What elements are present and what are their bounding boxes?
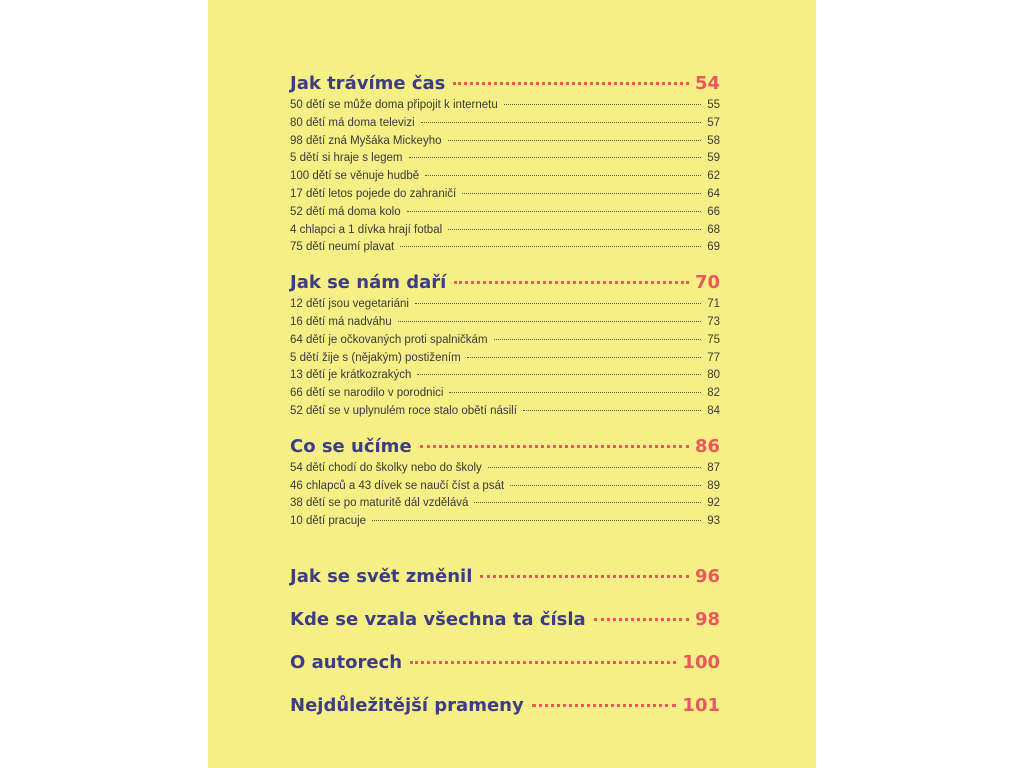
table-of-contents bbox=[290, 70, 720, 719]
dot-leader bbox=[453, 82, 689, 85]
dot-leader bbox=[488, 467, 701, 468]
section-heading[interactable] bbox=[290, 70, 720, 97]
toc-entry[interactable] bbox=[290, 513, 720, 531]
entry-label: 52 dětí má doma kolo bbox=[290, 205, 401, 218]
dot-leader bbox=[417, 374, 701, 375]
chapter-title: Kde se vzala všechna ta čísla bbox=[290, 608, 586, 630]
section-spacer bbox=[290, 547, 720, 563]
entry-page-number: 84 bbox=[707, 404, 720, 417]
dot-leader bbox=[415, 303, 701, 304]
toc-entry[interactable] bbox=[290, 332, 720, 350]
toc-entry[interactable] bbox=[290, 350, 720, 368]
entry-page-number: 55 bbox=[707, 99, 720, 111]
chapter-title: Jak se svět změnil bbox=[290, 565, 473, 587]
entry-label: 4 chlapci a 1 dívka hrají fotbal bbox=[290, 223, 443, 236]
section-spacer bbox=[290, 676, 720, 692]
section-spacer bbox=[290, 257, 720, 269]
entry-label: 12 dětí jsou vegetariáni bbox=[290, 298, 409, 311]
dot-leader bbox=[467, 357, 702, 358]
section-page-number: 86 bbox=[694, 435, 720, 457]
entry-page-number: 92 bbox=[707, 497, 720, 510]
dot-leader bbox=[372, 520, 701, 521]
toc-section-1 bbox=[290, 70, 720, 257]
entry-page-number: 64 bbox=[707, 187, 720, 200]
entry-label: 46 chlapců a 43 dívek se naučí číst a psát bbox=[290, 479, 505, 492]
dot-leader bbox=[400, 246, 701, 247]
entry-label: 54 dětí chodí do školky nebo do školy bbox=[290, 461, 482, 474]
entry-page-number: 69 bbox=[707, 241, 720, 254]
chapter-title: O autorech bbox=[290, 651, 403, 673]
chapter-heading[interactable] bbox=[290, 649, 720, 676]
chapter-page-number: 96 bbox=[694, 565, 720, 587]
toc-section-2 bbox=[290, 269, 720, 421]
chapter-heading[interactable] bbox=[290, 563, 720, 590]
toc-entry[interactable] bbox=[290, 296, 720, 314]
section-heading[interactable] bbox=[290, 433, 720, 460]
entry-label: 13 dětí je krátkozrakých bbox=[290, 369, 412, 382]
toc-entry[interactable] bbox=[290, 478, 720, 496]
entry-page-number: 68 bbox=[707, 223, 720, 236]
entry-label: 17 dětí letos pojede do zahraničí bbox=[290, 187, 457, 200]
entry-label: 66 dětí se narodilo v porodnici bbox=[290, 387, 444, 400]
entry-label: 5 dětí žije s (nějakým) postižením bbox=[290, 351, 461, 364]
entry-page-number: 58 bbox=[707, 134, 720, 147]
dot-leader bbox=[410, 661, 676, 664]
dot-leader bbox=[398, 321, 702, 322]
section-title: Jak se nám daří bbox=[290, 272, 447, 294]
entry-page-number: 89 bbox=[707, 479, 720, 492]
dot-leader bbox=[448, 229, 701, 230]
section-spacer bbox=[290, 590, 720, 606]
chapter-page-number: 101 bbox=[682, 694, 720, 716]
entry-label: 80 dětí má doma televizi bbox=[290, 116, 415, 129]
entry-page-number: 71 bbox=[707, 298, 720, 311]
toc-entry[interactable] bbox=[290, 204, 720, 222]
toc-entry[interactable] bbox=[290, 186, 720, 204]
toc-entry[interactable] bbox=[290, 403, 720, 421]
entry-page-number: 57 bbox=[707, 116, 720, 129]
section-title: Jak trávíme čas bbox=[290, 73, 446, 94]
section-heading[interactable] bbox=[290, 269, 720, 296]
chapter-title: Nejdůležitější prameny bbox=[290, 694, 524, 716]
toc-entry[interactable] bbox=[290, 133, 720, 151]
dot-leader bbox=[480, 575, 689, 578]
entry-page-number: 93 bbox=[707, 515, 720, 528]
dot-leader bbox=[454, 281, 689, 284]
entry-page-number: 77 bbox=[707, 351, 720, 364]
chapter-page-number: 98 bbox=[694, 608, 720, 630]
dot-leader bbox=[494, 339, 702, 340]
chapter-heading[interactable] bbox=[290, 606, 720, 633]
dot-leader bbox=[474, 502, 701, 503]
chapter-page-number: 100 bbox=[682, 651, 720, 673]
entry-label: 38 dětí se po maturitě dál vzdělává bbox=[290, 497, 469, 510]
section-spacer bbox=[290, 531, 720, 547]
toc-entry[interactable] bbox=[290, 314, 720, 332]
toc-entry[interactable] bbox=[290, 150, 720, 168]
entry-page-number: 82 bbox=[707, 387, 720, 400]
toc-entry[interactable] bbox=[290, 168, 720, 186]
chapter-heading[interactable] bbox=[290, 692, 720, 719]
toc-entry[interactable] bbox=[290, 97, 720, 115]
toc-entry[interactable] bbox=[290, 367, 720, 385]
dot-leader bbox=[462, 193, 701, 194]
dot-leader bbox=[449, 392, 701, 393]
entry-page-number: 62 bbox=[707, 170, 720, 183]
section-page-number: 70 bbox=[694, 272, 720, 294]
section-title: Co se učíme bbox=[290, 435, 412, 457]
toc-entry[interactable] bbox=[290, 495, 720, 513]
dot-leader bbox=[594, 618, 689, 621]
dot-leader bbox=[421, 122, 702, 123]
entry-page-number: 59 bbox=[707, 152, 720, 165]
entry-label: 16 dětí má nadváhu bbox=[290, 315, 392, 328]
dot-leader bbox=[504, 104, 701, 105]
toc-entry[interactable] bbox=[290, 115, 720, 133]
toc-entry[interactable] bbox=[290, 460, 720, 478]
book-page bbox=[208, 0, 816, 768]
dot-leader bbox=[407, 211, 702, 212]
dot-leader bbox=[448, 140, 702, 141]
entry-page-number: 73 bbox=[707, 315, 720, 328]
dot-leader bbox=[510, 485, 701, 486]
entry-label: 5 dětí si hraje s legem bbox=[290, 152, 403, 165]
entry-page-number: 87 bbox=[707, 461, 720, 474]
entry-label: 75 dětí neumí plavat bbox=[290, 241, 395, 254]
dot-leader bbox=[425, 175, 701, 176]
entry-label: 10 dětí pracuje bbox=[290, 515, 367, 528]
dot-leader bbox=[532, 704, 677, 707]
entry-label: 100 dětí se věnuje hudbě bbox=[290, 170, 420, 183]
dot-leader bbox=[523, 410, 701, 411]
entry-label: 50 dětí se může doma připojit k internetu bbox=[290, 99, 498, 111]
entry-page-number: 75 bbox=[707, 333, 720, 346]
dot-leader bbox=[409, 157, 702, 158]
entry-page-number: 66 bbox=[707, 205, 720, 218]
entry-label: 52 dětí se v uplynulém roce stalo obětí násilí bbox=[290, 404, 517, 417]
toc-section-3 bbox=[290, 433, 720, 531]
toc-entry[interactable] bbox=[290, 239, 720, 257]
section-spacer bbox=[290, 421, 720, 433]
section-page-number: 54 bbox=[694, 73, 720, 94]
section-spacer bbox=[290, 633, 720, 649]
entry-label: 64 dětí je očkovaných proti spalničkám bbox=[290, 333, 488, 346]
dot-leader bbox=[420, 445, 689, 448]
entry-label: 98 dětí zná Myšáka Mickeyho bbox=[290, 134, 442, 147]
entry-page-number: 80 bbox=[707, 369, 720, 382]
toc-entry[interactable] bbox=[290, 385, 720, 403]
toc-entry[interactable] bbox=[290, 222, 720, 240]
